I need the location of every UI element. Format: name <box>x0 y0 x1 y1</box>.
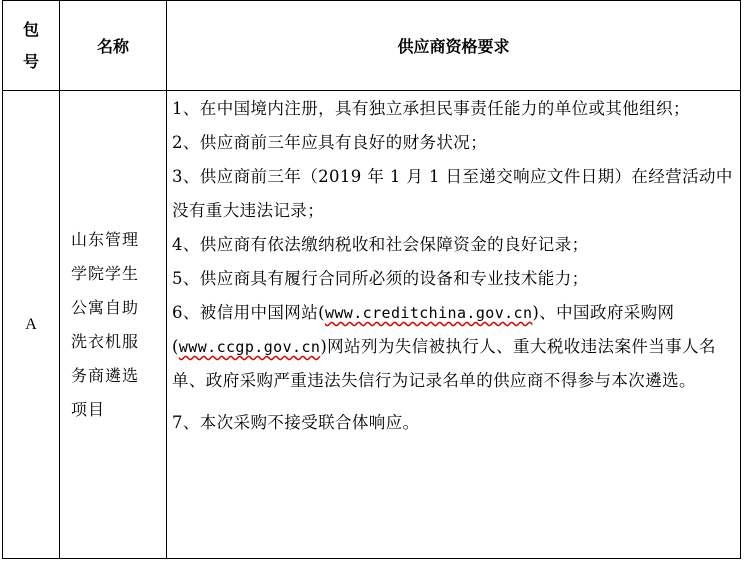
requirement-item: 1、在中国境内注册，具有独立承担民事责任能力的单位或其他组织； <box>172 99 690 118</box>
requirement-item: 3、供应商前三年（2019 年 1 月 1 日至递交响应文件日期）在经营活动中没有重大违法记录； <box>172 167 733 220</box>
requirement-item-blacklist <box>172 296 734 398</box>
header-package-char: 包 <box>22 19 39 39</box>
project-name-line: 学院学生 <box>71 264 140 283</box>
requirement-item: 7、本次采购不接受联合体响应。 <box>172 413 420 432</box>
project-name-line: 洗衣机服 <box>71 332 140 351</box>
ccgp-link[interactable]: www.ccgp.gov.cn <box>178 338 321 356</box>
header-package-char: 号 <box>22 51 39 71</box>
package-value: A <box>25 316 37 333</box>
header-requirements: 供应商资格要求 <box>397 37 510 56</box>
requirement-text: )、中国政府采购网( <box>172 303 675 356</box>
requirements-list <box>172 92 734 440</box>
project-name-line: 项目 <box>71 400 106 419</box>
requirement-text: )网站列为失信被执行人、重大税收违法案件当事人名单、政府采购严重违法失信行为记录名单的供应商不得参与本次遴选。 <box>172 337 716 390</box>
creditchina-link[interactable]: www.creditchina.gov.cn <box>324 304 533 322</box>
header-name: 名称 <box>96 37 129 56</box>
header-package <box>3 1 59 90</box>
requirement-item: 2、供应商前三年应具有良好的财务状况； <box>172 133 488 152</box>
requirement-text: 6、被信用中国网站( <box>172 303 325 322</box>
project-name-line: 公寓自助 <box>71 298 140 317</box>
requirement-item: 4、供应商有依法缴纳税收和社会保障资金的良好记录； <box>172 235 589 254</box>
table-border-right <box>740 0 741 559</box>
project-name-line: 务商遴选 <box>71 366 140 385</box>
requirement-item: 5、供应商具有履行合同所必须的设备和专业技术能力； <box>172 269 589 288</box>
project-name-line: 山东管理 <box>71 230 140 249</box>
project-name <box>60 91 166 559</box>
